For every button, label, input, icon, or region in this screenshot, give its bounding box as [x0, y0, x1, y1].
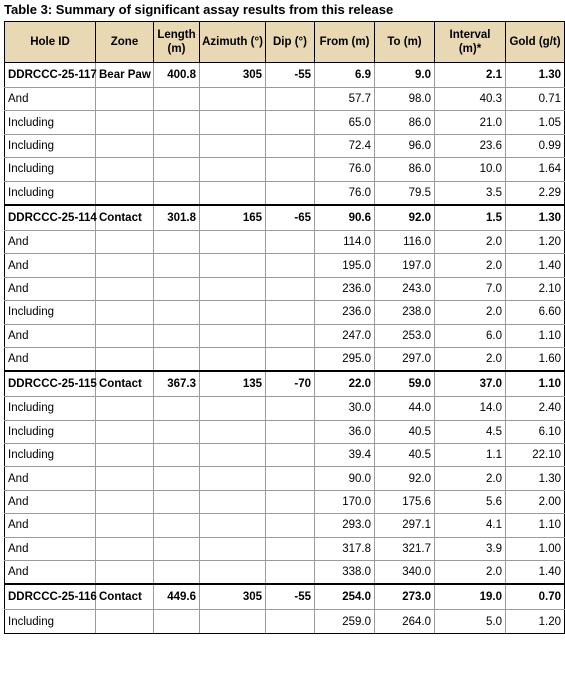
gold-cell: 1.30 [506, 205, 565, 231]
hole-id-cell: And [5, 514, 96, 537]
gold-cell: 1.10 [506, 324, 565, 347]
table-row [5, 420, 565, 443]
length-cell [154, 158, 200, 181]
from-cell: 295.0 [315, 347, 375, 371]
to-cell: 175.6 [375, 490, 435, 513]
gold-cell: 1.40 [506, 561, 565, 585]
length-cell [154, 88, 200, 111]
interval-cell: 2.0 [435, 467, 506, 490]
dip-cell [266, 111, 315, 134]
to-cell: 44.0 [375, 397, 435, 420]
table-row-hole [5, 371, 565, 397]
from-cell: 195.0 [315, 254, 375, 277]
header-zone: Zone [96, 22, 154, 63]
hole-id-cell: Including [5, 420, 96, 443]
dip-cell [266, 181, 315, 205]
table-row [5, 134, 565, 157]
table-row [5, 88, 565, 111]
zone-cell [96, 301, 154, 324]
gold-cell: 2.00 [506, 490, 565, 513]
dip-cell [266, 158, 315, 181]
dip-cell [266, 134, 315, 157]
length-cell: 301.8 [154, 205, 200, 231]
length-cell [154, 397, 200, 420]
hole-id-cell: And [5, 324, 96, 347]
azimuth-cell [200, 420, 266, 443]
azimuth-cell [200, 301, 266, 324]
dip-cell [266, 444, 315, 467]
azimuth-cell [200, 134, 266, 157]
to-cell: 243.0 [375, 277, 435, 300]
length-cell [154, 347, 200, 371]
dip-cell: -65 [266, 205, 315, 231]
from-cell: 22.0 [315, 371, 375, 397]
interval-cell: 6.0 [435, 324, 506, 347]
header-hole-id: Hole ID [5, 22, 96, 63]
table-row [5, 444, 565, 467]
zone-cell [96, 490, 154, 513]
table-row-hole [5, 205, 565, 231]
from-cell: 254.0 [315, 584, 375, 610]
length-cell [154, 444, 200, 467]
gold-cell: 1.10 [506, 371, 565, 397]
dip-cell [266, 610, 315, 633]
from-cell: 57.7 [315, 88, 375, 111]
hole-id-cell: DDRCCC-25-116 [5, 584, 96, 610]
to-cell: 297.1 [375, 514, 435, 537]
dip-cell [266, 537, 315, 560]
to-cell: 79.5 [375, 181, 435, 205]
hole-id-cell: DDRCCC-25-114 [5, 205, 96, 231]
azimuth-cell [200, 561, 266, 585]
table-row [5, 561, 565, 585]
dip-cell [266, 514, 315, 537]
hole-id-cell: And [5, 254, 96, 277]
hole-id-cell: And [5, 561, 96, 585]
azimuth-cell [200, 230, 266, 253]
zone-cell [96, 467, 154, 490]
to-cell: 116.0 [375, 230, 435, 253]
dip-cell [266, 347, 315, 371]
gold-cell: 1.30 [506, 63, 565, 88]
gold-cell: 1.20 [506, 610, 565, 633]
from-cell: 114.0 [315, 230, 375, 253]
hole-id-cell: Including [5, 444, 96, 467]
dip-cell [266, 277, 315, 300]
dip-cell [266, 561, 315, 585]
interval-cell: 2.0 [435, 230, 506, 253]
hole-id-cell: Including [5, 111, 96, 134]
azimuth-cell [200, 467, 266, 490]
gold-cell: 1.00 [506, 537, 565, 560]
hole-id-cell: And [5, 88, 96, 111]
interval-cell: 5.6 [435, 490, 506, 513]
table-row [5, 277, 565, 300]
length-cell: 367.3 [154, 371, 200, 397]
azimuth-cell [200, 347, 266, 371]
azimuth-cell [200, 397, 266, 420]
header-azimuth: Azimuth (°) [200, 22, 266, 63]
interval-cell: 10.0 [435, 158, 506, 181]
length-cell: 449.6 [154, 584, 200, 610]
header-gold: Gold (g/t) [506, 22, 565, 63]
length-cell [154, 324, 200, 347]
from-cell: 30.0 [315, 397, 375, 420]
hole-id-cell: Including [5, 158, 96, 181]
length-cell [154, 514, 200, 537]
gold-cell: 0.71 [506, 88, 565, 111]
header-row [5, 22, 565, 63]
to-cell: 9.0 [375, 63, 435, 88]
interval-cell: 4.1 [435, 514, 506, 537]
zone-cell: Contact [96, 584, 154, 610]
from-cell: 338.0 [315, 561, 375, 585]
from-cell: 247.0 [315, 324, 375, 347]
hole-id-cell: And [5, 347, 96, 371]
interval-cell: 1.5 [435, 205, 506, 231]
from-cell: 76.0 [315, 181, 375, 205]
from-cell: 76.0 [315, 158, 375, 181]
gold-cell: 6.10 [506, 420, 565, 443]
interval-cell: 2.0 [435, 561, 506, 585]
gold-cell: 1.10 [506, 514, 565, 537]
table-row [5, 181, 565, 205]
hole-id-cell: And [5, 490, 96, 513]
hole-id-cell: Including [5, 610, 96, 633]
from-cell: 236.0 [315, 277, 375, 300]
azimuth-cell: 305 [200, 63, 266, 88]
azimuth-cell [200, 537, 266, 560]
azimuth-cell: 135 [200, 371, 266, 397]
zone-cell [96, 111, 154, 134]
interval-cell: 19.0 [435, 584, 506, 610]
to-cell: 86.0 [375, 158, 435, 181]
dip-cell [266, 397, 315, 420]
table-row [5, 610, 565, 633]
gold-cell: 2.10 [506, 277, 565, 300]
dip-cell [266, 490, 315, 513]
zone-cell [96, 324, 154, 347]
header-length: Length (m) [154, 22, 200, 63]
from-cell: 293.0 [315, 514, 375, 537]
to-cell: 253.0 [375, 324, 435, 347]
from-cell: 236.0 [315, 301, 375, 324]
gold-cell: 1.05 [506, 111, 565, 134]
to-cell: 40.5 [375, 420, 435, 443]
to-cell: 321.7 [375, 537, 435, 560]
zone-cell [96, 158, 154, 181]
interval-cell: 21.0 [435, 111, 506, 134]
header-dip: Dip (°) [266, 22, 315, 63]
azimuth-cell [200, 514, 266, 537]
gold-cell: 0.99 [506, 134, 565, 157]
interval-cell: 3.9 [435, 537, 506, 560]
to-cell: 98.0 [375, 88, 435, 111]
hole-id-cell: Including [5, 397, 96, 420]
interval-cell: 4.5 [435, 420, 506, 443]
table-row [5, 397, 565, 420]
length-cell [154, 420, 200, 443]
zone-cell [96, 230, 154, 253]
table-row [5, 230, 565, 253]
interval-cell: 3.5 [435, 181, 506, 205]
header-from: From (m) [315, 22, 375, 63]
hole-id-cell: And [5, 277, 96, 300]
length-cell [154, 181, 200, 205]
dip-cell [266, 324, 315, 347]
table-row [5, 254, 565, 277]
to-cell: 264.0 [375, 610, 435, 633]
from-cell: 317.8 [315, 537, 375, 560]
dip-cell [266, 467, 315, 490]
length-cell [154, 561, 200, 585]
interval-cell: 14.0 [435, 397, 506, 420]
to-cell: 92.0 [375, 467, 435, 490]
gold-cell: 2.29 [506, 181, 565, 205]
table-row [5, 158, 565, 181]
zone-cell: Contact [96, 205, 154, 231]
zone-cell [96, 397, 154, 420]
hole-id-cell: And [5, 467, 96, 490]
to-cell: 40.5 [375, 444, 435, 467]
to-cell: 273.0 [375, 584, 435, 610]
from-cell: 90.0 [315, 467, 375, 490]
zone-cell [96, 420, 154, 443]
interval-cell: 5.0 [435, 610, 506, 633]
table-row [5, 467, 565, 490]
gold-cell: 22.10 [506, 444, 565, 467]
header-interval: Interval (m)* [435, 22, 506, 63]
dip-cell [266, 301, 315, 324]
table-row [5, 514, 565, 537]
table-row [5, 347, 565, 371]
zone-cell [96, 181, 154, 205]
azimuth-cell: 165 [200, 205, 266, 231]
zone-cell [96, 514, 154, 537]
hole-id-cell: DDRCCC-25-117 [5, 63, 96, 88]
from-cell: 72.4 [315, 134, 375, 157]
header-to: To (m) [375, 22, 435, 63]
table-row [5, 324, 565, 347]
table-row [5, 301, 565, 324]
hole-id-cell: DDRCCC-25-115 [5, 371, 96, 397]
gold-cell: 1.40 [506, 254, 565, 277]
zone-cell [96, 277, 154, 300]
dip-cell [266, 254, 315, 277]
zone-cell [96, 254, 154, 277]
table-caption: Table 3: Summary of significant assay results from this release [4, 2, 394, 17]
gold-cell: 1.30 [506, 467, 565, 490]
interval-cell: 40.3 [435, 88, 506, 111]
table-row-hole [5, 584, 565, 610]
table-row-hole [5, 63, 565, 88]
azimuth-cell: 305 [200, 584, 266, 610]
length-cell [154, 467, 200, 490]
dip-cell: -55 [266, 63, 315, 88]
gold-cell: 2.40 [506, 397, 565, 420]
length-cell [154, 254, 200, 277]
table-row [5, 490, 565, 513]
interval-cell: 2.0 [435, 254, 506, 277]
dip-cell [266, 88, 315, 111]
gold-cell: 1.60 [506, 347, 565, 371]
azimuth-cell [200, 111, 266, 134]
from-cell: 65.0 [315, 111, 375, 134]
length-cell [154, 537, 200, 560]
gold-cell: 0.70 [506, 584, 565, 610]
azimuth-cell [200, 277, 266, 300]
length-cell [154, 230, 200, 253]
length-cell [154, 610, 200, 633]
from-cell: 90.6 [315, 205, 375, 231]
hole-id-cell: And [5, 230, 96, 253]
zone-cell: Contact [96, 371, 154, 397]
hole-id-cell: Including [5, 181, 96, 205]
to-cell: 297.0 [375, 347, 435, 371]
to-cell: 340.0 [375, 561, 435, 585]
table-row [5, 537, 565, 560]
to-cell: 96.0 [375, 134, 435, 157]
zone-cell [96, 610, 154, 633]
zone-cell: Bear Paw [96, 63, 154, 88]
table-row [5, 111, 565, 134]
length-cell: 400.8 [154, 63, 200, 88]
dip-cell: -70 [266, 371, 315, 397]
zone-cell [96, 347, 154, 371]
interval-cell: 1.1 [435, 444, 506, 467]
to-cell: 92.0 [375, 205, 435, 231]
interval-cell: 2.0 [435, 347, 506, 371]
from-cell: 36.0 [315, 420, 375, 443]
azimuth-cell [200, 158, 266, 181]
zone-cell [96, 444, 154, 467]
azimuth-cell [200, 444, 266, 467]
from-cell: 170.0 [315, 490, 375, 513]
zone-cell [96, 561, 154, 585]
azimuth-cell [200, 88, 266, 111]
azimuth-cell [200, 181, 266, 205]
gold-cell: 6.60 [506, 301, 565, 324]
azimuth-cell [200, 324, 266, 347]
zone-cell [96, 88, 154, 111]
length-cell [154, 134, 200, 157]
hole-id-cell: Including [5, 134, 96, 157]
table-body [5, 63, 565, 634]
to-cell: 238.0 [375, 301, 435, 324]
dip-cell: -55 [266, 584, 315, 610]
interval-cell: 37.0 [435, 371, 506, 397]
from-cell: 6.9 [315, 63, 375, 88]
azimuth-cell [200, 490, 266, 513]
to-cell: 86.0 [375, 111, 435, 134]
interval-cell: 23.6 [435, 134, 506, 157]
interval-cell: 7.0 [435, 277, 506, 300]
assay-results-table [4, 21, 565, 634]
gold-cell: 1.20 [506, 230, 565, 253]
interval-cell: 2.1 [435, 63, 506, 88]
to-cell: 197.0 [375, 254, 435, 277]
dip-cell [266, 230, 315, 253]
hole-id-cell: And [5, 537, 96, 560]
zone-cell [96, 537, 154, 560]
to-cell: 59.0 [375, 371, 435, 397]
gold-cell: 1.64 [506, 158, 565, 181]
from-cell: 39.4 [315, 444, 375, 467]
length-cell [154, 277, 200, 300]
from-cell: 259.0 [315, 610, 375, 633]
dip-cell [266, 420, 315, 443]
length-cell [154, 301, 200, 324]
length-cell [154, 490, 200, 513]
azimuth-cell [200, 610, 266, 633]
hole-id-cell: Including [5, 301, 96, 324]
interval-cell: 2.0 [435, 301, 506, 324]
zone-cell [96, 134, 154, 157]
length-cell [154, 111, 200, 134]
azimuth-cell [200, 254, 266, 277]
